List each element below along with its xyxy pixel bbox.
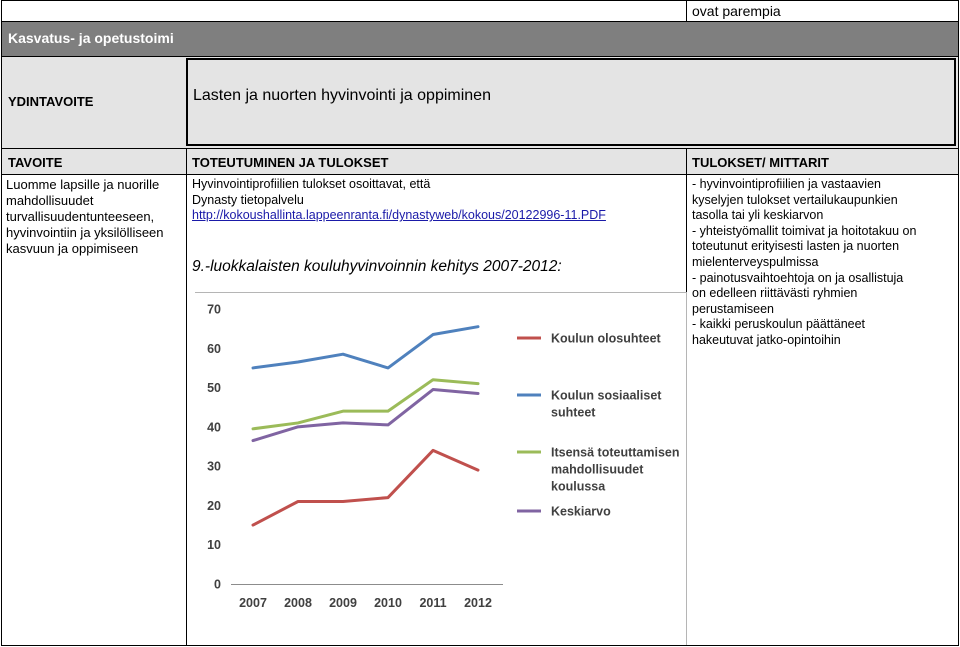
metrics-line: hakeutuvat jatko-opintoihin — [692, 332, 841, 347]
legend-label: mahdollisuudet — [551, 462, 644, 477]
metrics-line: - kaikki peruskoulun päättäneet — [692, 317, 866, 332]
chart-plot-area — [207, 303, 503, 611]
goal-text-line: Luomme lapsille ja nuorille — [6, 177, 160, 192]
legend-label: Koulun sosiaaliset — [551, 388, 662, 403]
y-tick-label: 70 — [207, 302, 221, 317]
border-top — [1, 0, 959, 1]
metrics-line: on edelleen riittävästi ryhmien — [692, 286, 858, 301]
y-tick-label: 0 — [214, 577, 221, 592]
border-col-right-top — [686, 0, 687, 22]
y-tick-label: 60 — [207, 341, 221, 356]
metrics-line: - hyvinvointiprofiilien ja vastaavien — [692, 177, 881, 191]
metrics-text — [692, 177, 954, 349]
legend-label: Koulun olosuhteet — [551, 331, 661, 346]
column-header-metrics: TULOKSET/ MITTARIT — [692, 155, 829, 170]
border-bottom — [1, 645, 959, 646]
legend-label: Keskiarvo — [551, 504, 611, 519]
border-col1 — [186, 148, 187, 646]
metrics-line: tasolla tai yli keskiarvon — [692, 208, 824, 223]
implementation-line-1: Hyvinvointiprofiilien tulokset osoittavat, että — [192, 177, 431, 191]
y-tick-label: 40 — [207, 420, 221, 435]
metrics-line: - painotusvaihtoehtoja on ja osallistuja — [692, 270, 904, 285]
border-row4 — [1, 174, 959, 175]
chart-title: 9.-luokkalaisten kouluhyvinvoinnin kehitys 2007-2012: — [192, 258, 562, 275]
chart-legend — [517, 332, 680, 519]
x-tick-label: 2007 — [239, 596, 267, 610]
main-goal-value: Lasten ja nuorten hyvinvointi ja oppiminen — [193, 87, 491, 104]
goal-text-line: mahdollisuudet — [6, 193, 94, 208]
implementation-text — [192, 177, 682, 224]
implementation-line-2: Dynasty tietopalvelu — [192, 192, 304, 207]
top-right-text: ovat parempia — [692, 3, 781, 19]
goal-text-line: turvallisuudentunteeseen, — [6, 209, 155, 224]
metrics-line: perustamiseen — [692, 301, 774, 316]
dynasty-pdf-link[interactable]: http://kokoushallinta.lappeenranta.fi/dynastyweb/kokous/20122996-11.PDF — [192, 208, 606, 223]
border-left — [1, 0, 2, 646]
column-header-implementation: TOTEUTUMINEN JA TULOKSET — [192, 155, 389, 170]
x-tick-label: 2008 — [284, 596, 312, 610]
series-line — [253, 390, 478, 441]
goal-text — [6, 177, 184, 257]
x-tick-label: 2009 — [329, 596, 357, 610]
goal-text-line: kasvuun ja oppimiseen — [6, 241, 139, 256]
main-goal-label: YDINTAVOITE — [8, 94, 94, 109]
border-right — [958, 0, 959, 646]
metrics-line: kyselyjen tulokset vertailukaupunkien — [692, 192, 898, 207]
line-chart — [195, 292, 687, 645]
legend-label: suhteet — [551, 405, 596, 420]
section-title-bar-right — [686, 22, 958, 56]
series-line — [253, 450, 478, 525]
section-title: Kasvatus- ja opetustoimi — [8, 30, 174, 46]
y-tick-label: 20 — [207, 498, 221, 513]
goal-text-line: hyvinvointiin ja yksilölliseen — [6, 225, 164, 240]
border-row2 — [1, 56, 959, 57]
metrics-line: - yhteistyömallit toimivat ja hoitotakuu on — [692, 223, 917, 238]
legend-label: Itsensä toteuttamisen — [551, 445, 680, 460]
legend-label: koulussa — [551, 479, 606, 494]
metrics-line: toteutunut erityisesti lasten ja nuorten — [692, 239, 900, 254]
x-tick-label: 2010 — [374, 596, 402, 610]
y-tick-label: 10 — [207, 538, 221, 553]
border-row1 — [1, 21, 959, 22]
y-tick-label: 30 — [207, 459, 221, 474]
series-line — [253, 380, 478, 429]
border-row3 — [1, 148, 959, 149]
metrics-line: mielenterveyspulmissa — [692, 254, 819, 269]
x-tick-label: 2011 — [419, 596, 447, 610]
y-tick-label: 50 — [207, 381, 221, 396]
column-header-goal: TAVOITE — [8, 155, 63, 170]
series-line — [253, 327, 478, 368]
x-tick-label: 2012 — [464, 596, 492, 610]
